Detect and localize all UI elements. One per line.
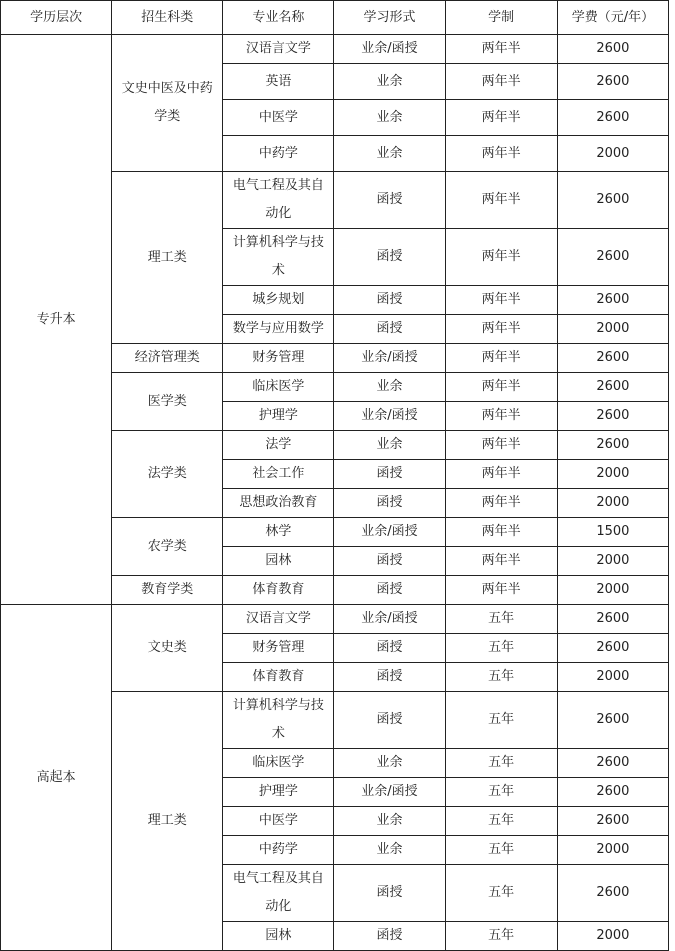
mode-cell: 业余/函授 bbox=[334, 402, 445, 431]
tuition-cell: 2000 bbox=[557, 489, 668, 518]
mode-cell: 业余/函授 bbox=[334, 344, 445, 373]
tuition-cell: 2600 bbox=[557, 605, 668, 634]
duration-cell: 两年半 bbox=[445, 64, 557, 100]
category-cell: 理工类 bbox=[112, 172, 223, 344]
tuition-cell: 2600 bbox=[557, 64, 668, 100]
duration-cell: 五年 bbox=[445, 836, 557, 865]
major-cell: 中医学 bbox=[223, 100, 334, 136]
duration-cell: 五年 bbox=[445, 922, 557, 951]
duration-cell: 五年 bbox=[445, 663, 557, 692]
mode-cell: 业余/函授 bbox=[334, 605, 445, 634]
tuition-cell: 2600 bbox=[557, 373, 668, 402]
mode-cell: 函授 bbox=[334, 460, 445, 489]
major-cell: 社会工作 bbox=[223, 460, 334, 489]
mode-cell: 业余 bbox=[334, 807, 445, 836]
header-row bbox=[1, 1, 669, 35]
major-cell: 电气工程及其自动化 bbox=[223, 172, 334, 229]
tuition-cell: 2600 bbox=[557, 172, 668, 229]
mode-cell: 函授 bbox=[334, 315, 445, 344]
mode-cell: 业余 bbox=[334, 749, 445, 778]
major-cell: 城乡规划 bbox=[223, 286, 334, 315]
duration-cell: 五年 bbox=[445, 865, 557, 922]
tuition-cell: 2000 bbox=[557, 922, 668, 951]
major-cell: 法学 bbox=[223, 431, 334, 460]
duration-cell: 五年 bbox=[445, 634, 557, 663]
tuition-cell: 2000 bbox=[557, 315, 668, 344]
tuition-cell: 2600 bbox=[557, 749, 668, 778]
category-cell: 文史中医及中药学类 bbox=[112, 35, 223, 172]
mode-cell: 函授 bbox=[334, 922, 445, 951]
tuition-cell: 2600 bbox=[557, 100, 668, 136]
major-cell: 计算机科学与技术 bbox=[223, 229, 334, 286]
major-cell: 中药学 bbox=[223, 136, 334, 172]
mode-cell: 函授 bbox=[334, 489, 445, 518]
major-cell: 计算机科学与技术 bbox=[223, 692, 334, 749]
duration-cell: 两年半 bbox=[445, 373, 557, 402]
mode-cell: 业余 bbox=[334, 836, 445, 865]
tuition-cell: 2600 bbox=[557, 35, 668, 64]
category-cell: 文史类 bbox=[112, 605, 223, 692]
major-cell: 林学 bbox=[223, 518, 334, 547]
mode-cell: 函授 bbox=[334, 576, 445, 605]
duration-cell: 两年半 bbox=[445, 576, 557, 605]
duration-cell: 五年 bbox=[445, 778, 557, 807]
tuition-cell: 2000 bbox=[557, 836, 668, 865]
major-cell: 财务管理 bbox=[223, 344, 334, 373]
header-tuition: 学费（元/年） bbox=[557, 1, 668, 35]
category-cell: 理工类 bbox=[112, 692, 223, 951]
tuition-cell: 2600 bbox=[557, 229, 668, 286]
category-cell: 经济管理类 bbox=[112, 344, 223, 373]
duration-cell: 两年半 bbox=[445, 547, 557, 576]
header-level: 学历层次 bbox=[1, 1, 112, 35]
duration-cell: 两年半 bbox=[445, 100, 557, 136]
mode-cell: 业余 bbox=[334, 100, 445, 136]
duration-cell: 两年半 bbox=[445, 286, 557, 315]
tuition-cell: 2600 bbox=[557, 402, 668, 431]
mode-cell: 业余 bbox=[334, 64, 445, 100]
major-cell: 思想政治教育 bbox=[223, 489, 334, 518]
major-cell: 园林 bbox=[223, 922, 334, 951]
duration-cell: 两年半 bbox=[445, 136, 557, 172]
tuition-cell: 2600 bbox=[557, 344, 668, 373]
mode-cell: 函授 bbox=[334, 172, 445, 229]
header-study-mode: 学习形式 bbox=[334, 1, 445, 35]
mode-cell: 业余 bbox=[334, 431, 445, 460]
tuition-cell: 2000 bbox=[557, 663, 668, 692]
tuition-cell: 1500 bbox=[557, 518, 668, 547]
major-cell: 中医学 bbox=[223, 807, 334, 836]
mode-cell: 函授 bbox=[334, 692, 445, 749]
header-duration: 学制 bbox=[445, 1, 557, 35]
mode-cell: 函授 bbox=[334, 547, 445, 576]
mode-cell: 业余/函授 bbox=[334, 35, 445, 64]
major-cell: 护理学 bbox=[223, 778, 334, 807]
major-cell: 临床医学 bbox=[223, 749, 334, 778]
tuition-cell: 2600 bbox=[557, 634, 668, 663]
major-cell: 英语 bbox=[223, 64, 334, 100]
duration-cell: 两年半 bbox=[445, 35, 557, 64]
duration-cell: 两年半 bbox=[445, 489, 557, 518]
duration-cell: 两年半 bbox=[445, 344, 557, 373]
mode-cell: 业余/函授 bbox=[334, 518, 445, 547]
major-cell: 中药学 bbox=[223, 836, 334, 865]
header-major: 专业名称 bbox=[223, 1, 334, 35]
major-cell: 临床医学 bbox=[223, 373, 334, 402]
mode-cell: 函授 bbox=[334, 286, 445, 315]
major-cell: 数学与应用数学 bbox=[223, 315, 334, 344]
mode-cell: 函授 bbox=[334, 865, 445, 922]
tuition-cell: 2600 bbox=[557, 865, 668, 922]
duration-cell: 五年 bbox=[445, 749, 557, 778]
header-category: 招生科类 bbox=[112, 1, 223, 35]
duration-cell: 两年半 bbox=[445, 315, 557, 344]
duration-cell: 两年半 bbox=[445, 460, 557, 489]
category-cell: 教育学类 bbox=[112, 576, 223, 605]
tuition-cell: 2000 bbox=[557, 576, 668, 605]
duration-cell: 两年半 bbox=[445, 402, 557, 431]
mode-cell: 函授 bbox=[334, 634, 445, 663]
category-cell: 法学类 bbox=[112, 431, 223, 518]
mode-cell: 业余 bbox=[334, 373, 445, 402]
category-cell: 医学类 bbox=[112, 373, 223, 431]
table-row bbox=[1, 605, 669, 634]
duration-cell: 两年半 bbox=[445, 172, 557, 229]
major-cell: 园林 bbox=[223, 547, 334, 576]
category-cell: 农学类 bbox=[112, 518, 223, 576]
major-cell: 汉语言文学 bbox=[223, 605, 334, 634]
level-cell: 高起本 bbox=[1, 605, 112, 951]
tuition-cell: 2600 bbox=[557, 692, 668, 749]
tuition-cell: 2600 bbox=[557, 286, 668, 315]
tuition-cell: 2600 bbox=[557, 778, 668, 807]
duration-cell: 五年 bbox=[445, 605, 557, 634]
major-cell: 汉语言文学 bbox=[223, 35, 334, 64]
tuition-cell: 2000 bbox=[557, 547, 668, 576]
mode-cell: 函授 bbox=[334, 663, 445, 692]
duration-cell: 两年半 bbox=[445, 518, 557, 547]
tuition-cell: 2600 bbox=[557, 807, 668, 836]
major-cell: 电气工程及其自动化 bbox=[223, 865, 334, 922]
mode-cell: 函授 bbox=[334, 229, 445, 286]
level-cell: 专升本 bbox=[1, 35, 112, 605]
duration-cell: 两年半 bbox=[445, 229, 557, 286]
major-cell: 体育教育 bbox=[223, 576, 334, 605]
duration-cell: 五年 bbox=[445, 692, 557, 749]
duration-cell: 两年半 bbox=[445, 431, 557, 460]
duration-cell: 五年 bbox=[445, 807, 557, 836]
table-row bbox=[1, 35, 669, 64]
major-cell: 体育教育 bbox=[223, 663, 334, 692]
major-cell: 护理学 bbox=[223, 402, 334, 431]
tuition-cell: 2000 bbox=[557, 136, 668, 172]
tuition-cell: 2000 bbox=[557, 460, 668, 489]
tuition-cell: 2600 bbox=[557, 431, 668, 460]
mode-cell: 业余 bbox=[334, 136, 445, 172]
major-cell: 财务管理 bbox=[223, 634, 334, 663]
mode-cell: 业余/函授 bbox=[334, 778, 445, 807]
